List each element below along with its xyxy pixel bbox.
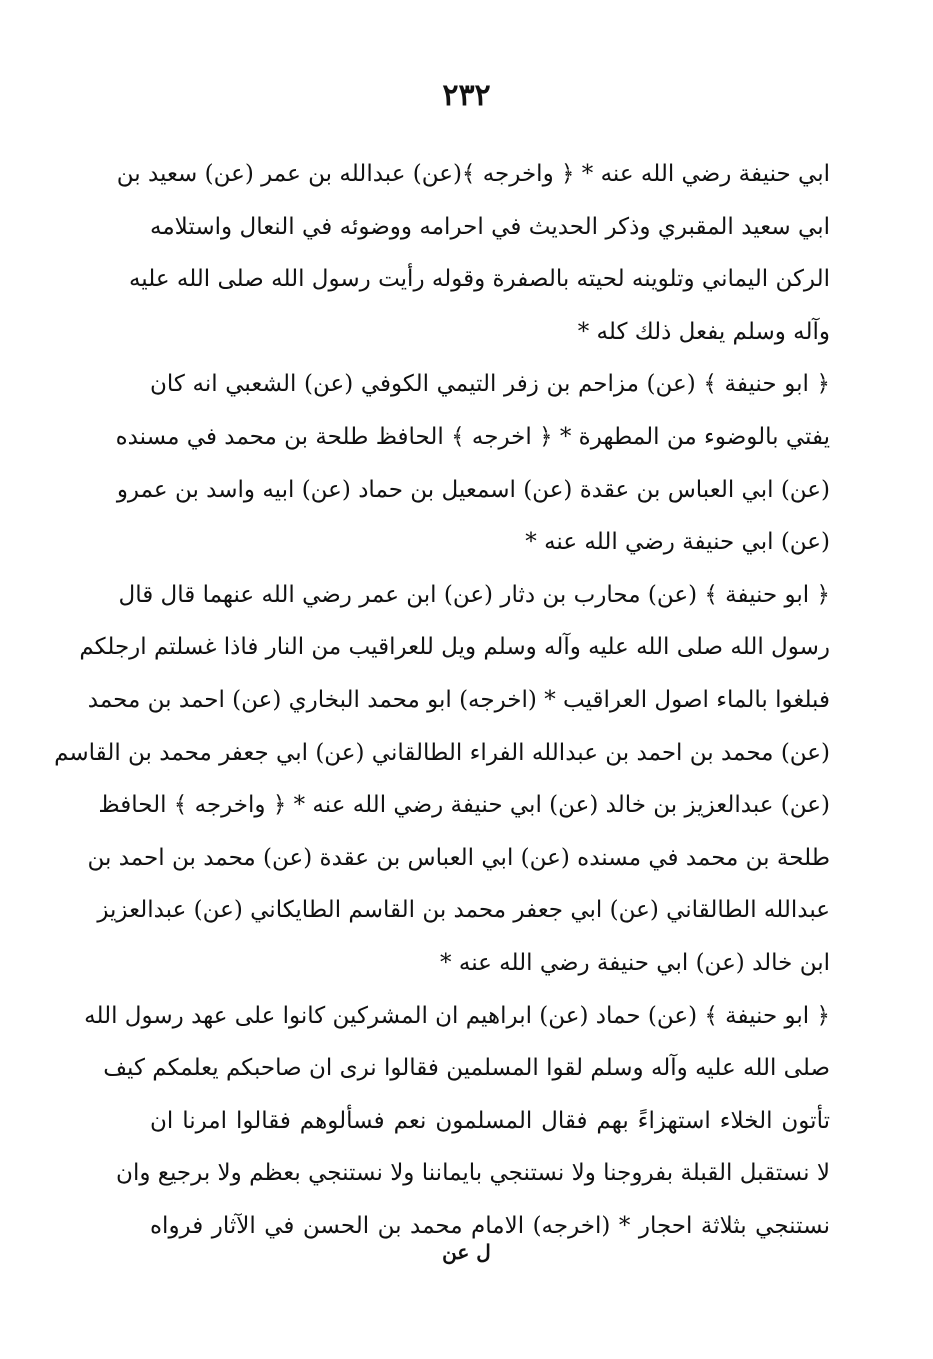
text-line: ابي سعيد المقبري وذكر الحديث في احرامه ووضوئه في النعال واستلامه	[150, 213, 830, 240]
text-line: ﴿ ابو حنيفة ﴾ (عن) حماد (عن) ابراهيم ان المشركين كانوا على عهد رسول الله	[84, 1002, 830, 1029]
paragraph	[84, 990, 830, 1253]
text-line: (عن) عبدالعزيز بن خالد (عن) ابي حنيفة رضي الله عنه * ﴿ واخرجه ﴾ الحافظ	[98, 792, 830, 819]
text-line: عبدالله الطالقاني (عن) ابي جعفر محمد بن القاسم الطايكاني (عن) عبدالعزيز	[97, 897, 830, 924]
text-line: تأتون الخلاء استهزاءً بهم فقال المسلمون نعم فسألوهم فقالوا امرنا ان	[150, 1107, 830, 1134]
text-line: ﴿ ابو حنيفة ﴾ (عن) مزاحم بن زفر التيمي الكوفي (عن) الشعبي انه كان	[150, 371, 830, 398]
text-line: فبلغوا بالماء اصول العراقيب * (اخرجه) ابو محمد البخاري (عن) احمد بن محمد	[87, 686, 830, 713]
text-line: ابن خالد (عن) ابي حنيفة رضي الله عنه *	[440, 949, 830, 976]
text-line: (عن) محمد بن احمد بن عبدالله الفراء الطالقاني (عن) ابي جعفر محمد بن القاسم	[54, 739, 830, 766]
text-line: رسول الله صلى الله عليه وآله وسلم ويل للعراقيب من النار فاذا غسلتم ارجلكم	[79, 634, 830, 661]
text-line: ابي حنيفة رضي الله عنه * ﴿ واخرجه ﴾(عن) عبدالله بن عمر (عن) سعيد بن	[116, 161, 830, 187]
page-number: ٢٣٢	[442, 78, 491, 113]
paragraph	[54, 569, 830, 990]
text-line: وآله وسلم يفعل ذلك كله *	[577, 318, 830, 345]
text-line: طلحة بن محمد في مسنده (عن) ابي العباس بن عقدة (عن) محمد بن احمد بن	[87, 844, 830, 871]
paragraph	[116, 148, 830, 358]
text-line: يفتي بالوضوء من المطهرة * ﴿ اخرجه ﴾ الحافظ طلحة بن محمد في مسنده	[115, 423, 830, 450]
paragraph	[115, 358, 830, 568]
text-line: (عن) ابي العباس بن عقدة (عن) اسمعيل بن حماد (عن) ابيه واسد بن عمرو	[116, 476, 830, 503]
text-line: (عن) ابي حنيفة رضي الله عنه *	[525, 529, 830, 556]
text-line: لا نستقبل القبلة بفروجنا ولا نستنجي بايماننا ولا نستنجي بعظم ولا برجيع وان	[116, 1160, 830, 1187]
text-line: نستنجي بثلاثة احجار * (اخرجه) الامام محمد بن الحسن في الآثار فرواه	[150, 1212, 830, 1239]
text-line: ﴿ ابو حنيفة ﴾ (عن) محارب بن دثار (عن) ابن عمر رضي الله عنهما قال قال	[118, 581, 830, 608]
text-line: صلى الله عليه وآله وسلم لقوا المسلمين فقالوا نرى ان صاحبكم يعلمكم كيف	[103, 1055, 830, 1082]
signature-mark: ل عن	[442, 1240, 491, 1264]
text-body	[54, 148, 830, 1252]
text-line: الركن اليماني وتلوينه لحيته بالصفرة وقوله رأيت رسول الله صلى الله عليه	[128, 266, 830, 293]
